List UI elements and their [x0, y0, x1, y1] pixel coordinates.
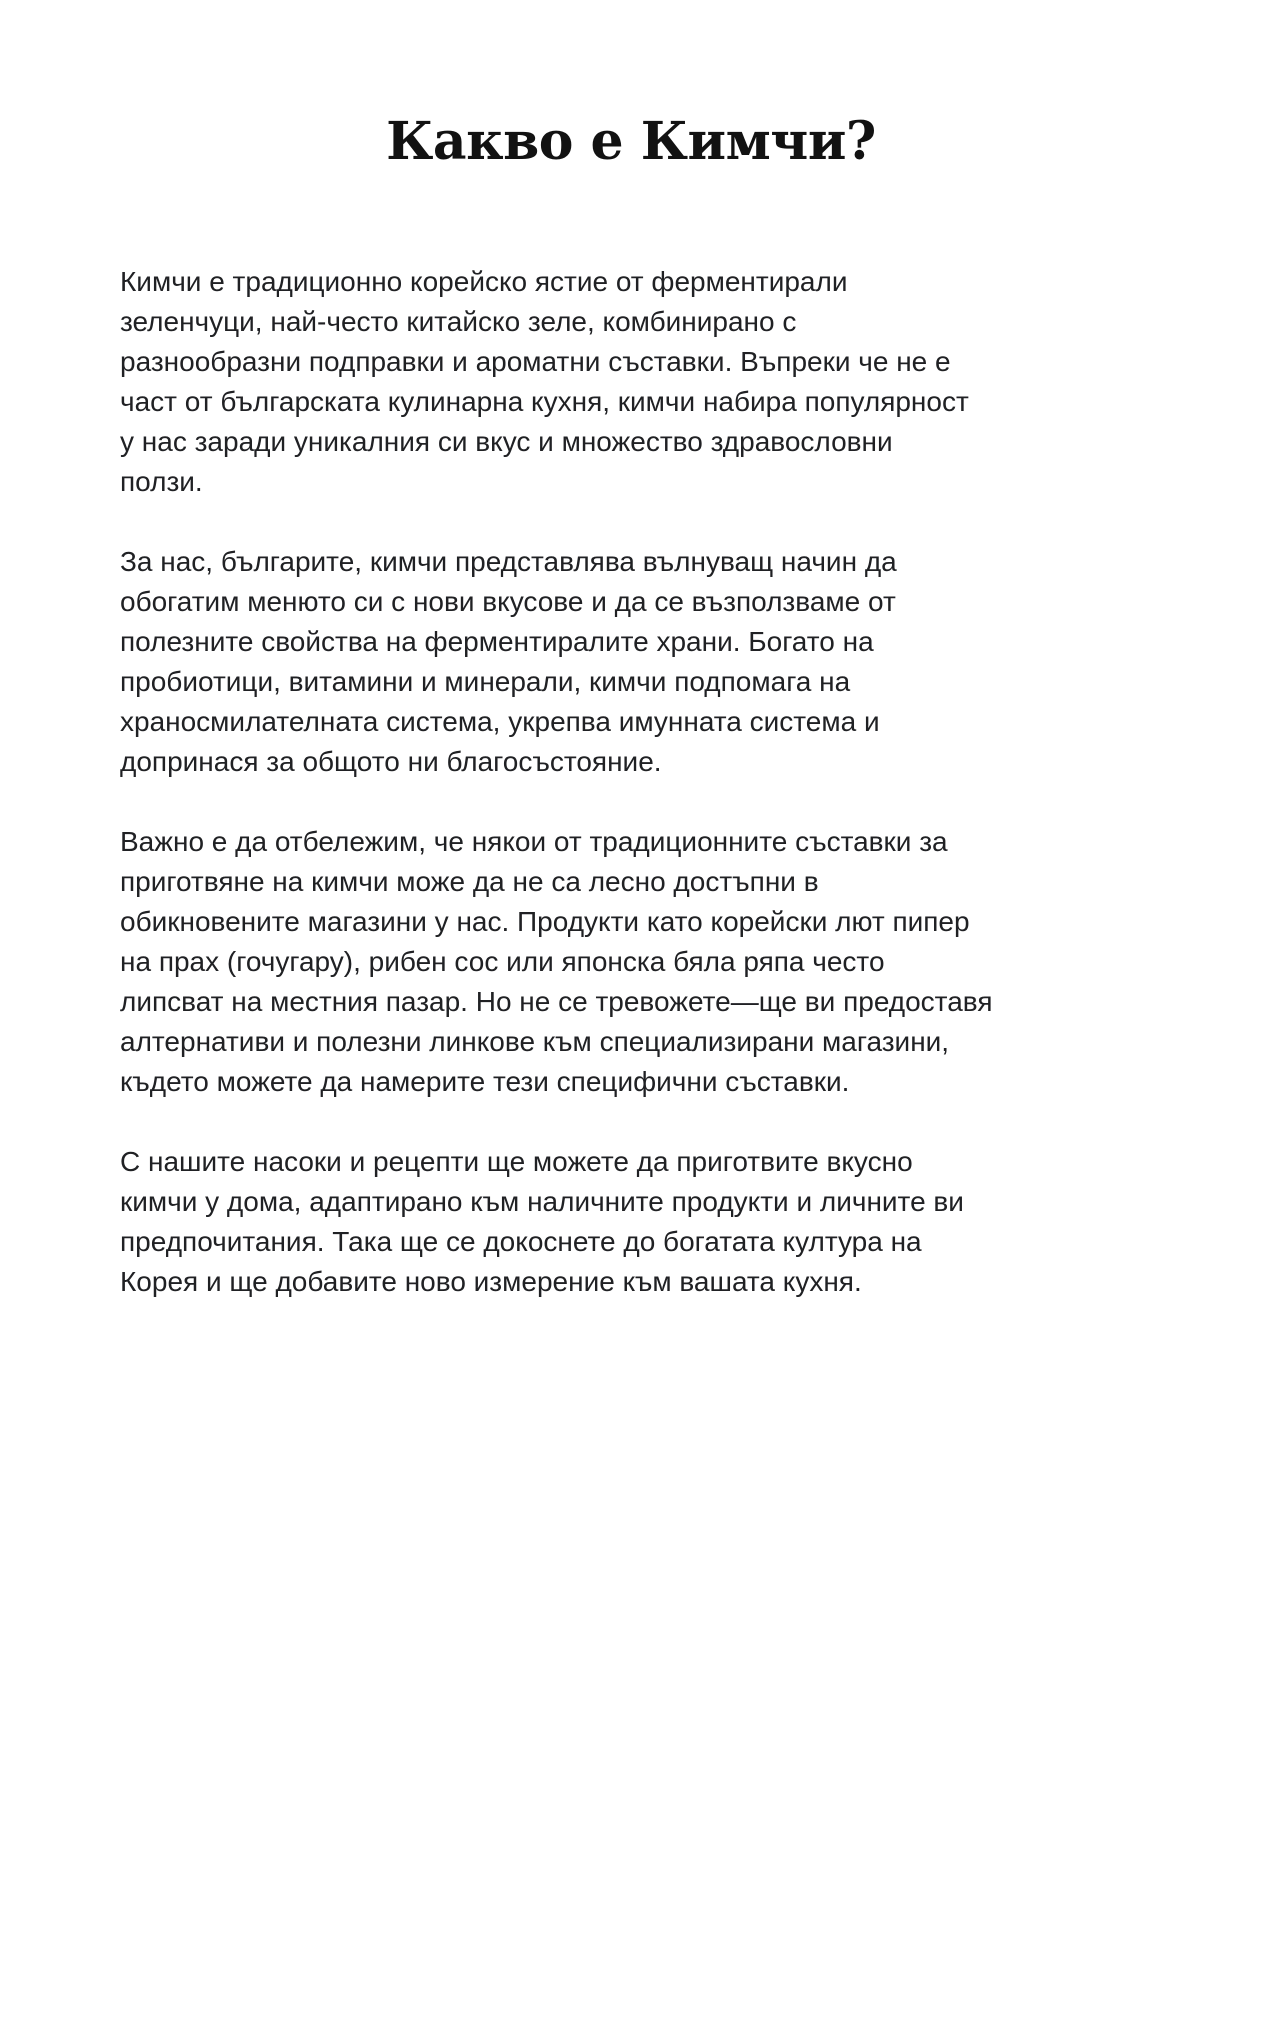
text-line: Кимчи е традиционно корейско ястие от ферментирали [120, 266, 848, 297]
text-line: ползи. [120, 466, 203, 497]
paragraph-intro [120, 262, 1142, 502]
text-line: храносмилателната система, укрепва имунната система и [120, 706, 880, 737]
text-line: За нас, българите, кимчи представлява вълнуващ начин да [120, 546, 897, 577]
text-line: част от българската кулинарна кухня, кимчи набира популярност [120, 386, 969, 417]
text-line: обикновените магазини у нас. Продукти като корейски лют пипер [120, 906, 970, 937]
document-body [120, 262, 1142, 1302]
text-line: алтернативи и полезни линкове към специализирани магазини, [120, 1026, 950, 1057]
text-line: Важно е да отбележим, че някои от традиционните съставки за [120, 826, 948, 857]
text-line: зеленчуци, най-често китайско зеле, комбинирано с [120, 306, 797, 337]
text-line: разнообразни подправки и ароматни съставки. Въпреки че не е [120, 346, 951, 377]
text-line: у нас заради уникалния си вкус и множество здравословни [120, 426, 893, 457]
text-line: пробиотици, витамини и минерали, кимчи подпомага на [120, 666, 851, 697]
text-line: приготвяне на кимчи може да не са лесно достъпни в [120, 866, 819, 897]
paragraph-ingredients [120, 822, 1142, 1102]
paragraph-benefits [120, 542, 1142, 782]
text-line: на прах (гочугару), рибен сос или японска бяла ряпа често [120, 946, 885, 977]
text-line: допринася за общото ни благосъстояние. [120, 746, 662, 777]
text-line: Корея и ще добавите ново измерение към вашата кухня. [120, 1266, 862, 1297]
text-line: кимчи у дома, адаптирано към наличните продукти и личните ви [120, 1186, 964, 1217]
text-line: обогатим менюто си с нови вкусове и да се възползваме от [120, 586, 896, 617]
text-line: липсват на местния пазар. Но не се тревожете—ще ви предоставя [120, 986, 993, 1017]
text-line: полезните свойства на ферментиралите храни. Богато на [120, 626, 874, 657]
page-title: Какво е Кимчи? [386, 111, 876, 172]
text-line: С нашите насоки и рецепти ще можете да приготвите вкусно [120, 1146, 913, 1177]
text-line: предпочитания. Така ще се докоснете до богатата култура на [120, 1226, 922, 1257]
text-line: където можете да намерите тези специфични съставки. [120, 1066, 850, 1097]
paragraph-closing [120, 1142, 1142, 1302]
